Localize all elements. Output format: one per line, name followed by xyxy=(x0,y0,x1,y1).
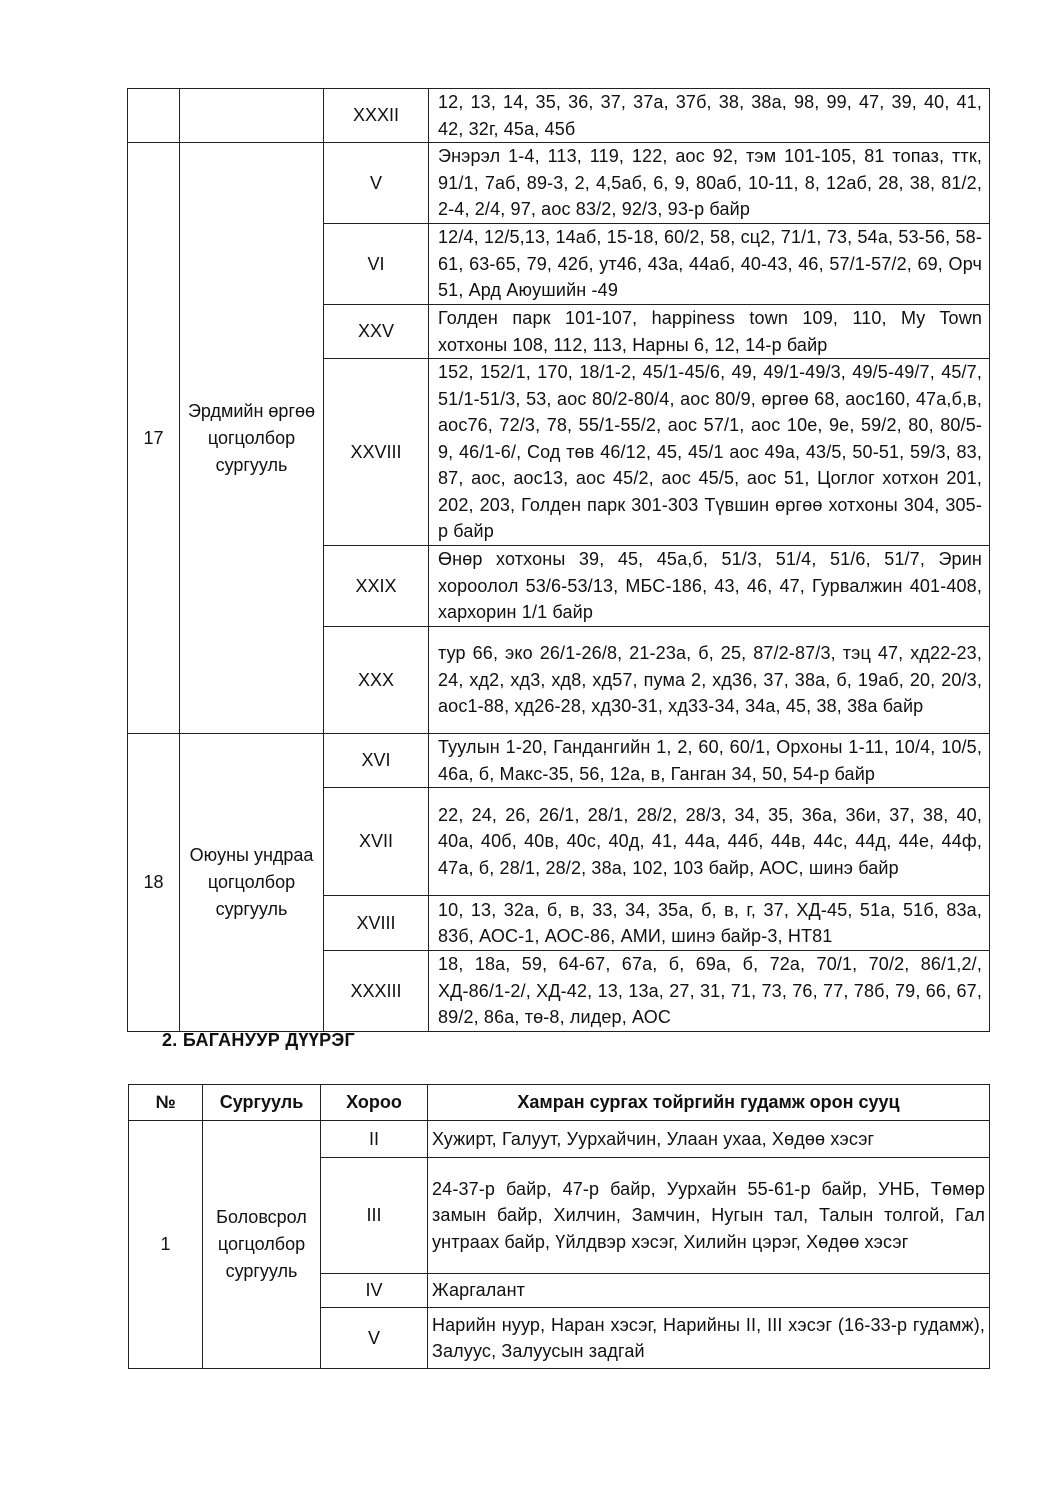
khoroo-cell: V xyxy=(324,143,429,224)
table-row xyxy=(128,734,990,788)
address-cell: Туулын 1-20, Гандангийн 1, 2, 60, 60/1, Орхоны 1-11, 10/4, 10/5, 46а, б, Макс-35, 56, 12а, в, Ганган 34, 50, 54-р байр xyxy=(429,734,990,788)
school-number-cell: 1 xyxy=(129,1121,203,1369)
khoroo-cell: XXX xyxy=(324,627,429,734)
address-cell: Голден парк 101-107, happiness town 109, 110, My Town хотхоны 108, 112, 113, Нарны 6, 12, 14-р байр xyxy=(429,305,990,359)
khoroo-cell: II xyxy=(321,1121,428,1158)
address-cell: 22, 24, 26, 26/1, 28/1, 28/2, 28/3, 34, 35, 36а, 36и, 37, 38, 40, 40а, 40б, 40в, 40с, 40д, 41, 44а, 44б, 44в, 44с, 44д, 44е, 44ф, 47а, б, 28/1, 28/2, 38а, 102, 103 байр, АОС, шинэ байр xyxy=(429,788,990,896)
school-name-cell: Оюуны ундраа цогцолбор сургууль xyxy=(180,734,324,1032)
address-cell: 10, 13, 32а, б, в, 33, 34, 35а, б, в, г, 37, ХД-45, 51а, 51б, 83а, 83б, АОС-1, АОС-86, АМИ, шинэ байр-3, НТ81 xyxy=(429,896,990,951)
district-school-table-continued xyxy=(127,88,990,1032)
address-cell: Энэрэл 1-4, 113, 119, 122, аос 92, тэм 101-105, 81 топаз, ттк, 91/1, 7аб, 89-3, 2, 4,5аб, 6, 9, 80аб, 10-11, 8, 12аб, 28, 38, 81/2, 2-4, 2/4, 97, аос 83/2, 92/3, 93-р байр xyxy=(429,143,990,224)
address-cell: 12, 13, 14, 35, 36, 37, 37а, 37б, 38, 38а, 98, 99, 47, 39, 40, 41, 42, 32г, 45а, 45б xyxy=(429,89,990,143)
address-cell: Жаргалант xyxy=(428,1274,990,1308)
header-school: Сургууль xyxy=(203,1085,321,1121)
khoroo-cell: III xyxy=(321,1158,428,1274)
address-cell: Хужирт, Галуут, Уурхайчин, Улаан ухаа, Хөдөө хэсэг xyxy=(428,1121,990,1158)
school-number-cell: 18 xyxy=(128,734,180,1032)
address-cell: 24-37-р байр, 47-р байр, Уурхайн 55-61-р байр, УНБ, Төмөр замын байр, Хилчин, Замчин, Нугын тал, Талын толгой, Гал унтраах байр, Үйлдвэр хэсэг, Хилийн цэрэг, Хөдөө хэсэг xyxy=(428,1158,990,1274)
khoroo-cell: V xyxy=(321,1308,428,1369)
address-cell: 152, 152/1, 170, 18/1-2, 45/1-45/6, 49, 49/1-49/3, 49/5-49/7, 45/7, 51/1-51/3, 53, аос 80/2-80/4, аос 80/9, өргөө 68, аос160, 47а,б,в, аос76, 72/3, 78, 55/1-55/2, аос 57/1, аос 10е, 9е, 59/2, 80, 80/5-9, 46/1-6/, Сод төв 46/12, 45, 45/1 аос 49а, 43/5, 50-51, 59/3, 83, 87, аос, аос13, аос 45/2, аос 45/5, аос 51, Цоглог хотхон 201, 202, 203, Голден парк 301-303 Түвшин өргөө хотхоны 304, 305-р байр xyxy=(429,359,990,546)
khoroo-cell: XXV xyxy=(324,305,429,359)
header-number: № xyxy=(129,1085,203,1121)
header-addresses: Хамран сургах тойргийн гудамж орон сууц xyxy=(428,1085,990,1121)
table-header-row xyxy=(129,1085,990,1121)
khoroo-cell: XVII xyxy=(324,788,429,896)
khoroo-cell: XXXII xyxy=(324,89,429,143)
school-number-cell: 17 xyxy=(128,143,180,734)
khoroo-cell: VI xyxy=(324,224,429,305)
address-cell: Өнөр хотхоны 39, 45, 45а,б, 51/3, 51/4, 51/6, 51/7, Эрин хороолол 53/6-53/13, МБС-186, 43, 46, 47, Гурвалжин 401-408, хархорин 1/1 байр xyxy=(429,546,990,627)
header-khoroo: Хороо xyxy=(321,1085,428,1121)
address-cell: Нарийн нуур, Наран хэсэг, Нарийны II, III хэсэг (16-33-р гудамж), Залуус, Залуусын задгай xyxy=(428,1308,990,1369)
school-name-cell: Боловсрол цогцолбор сургууль xyxy=(203,1121,321,1369)
table-row xyxy=(128,143,990,224)
khoroo-cell: XXIX xyxy=(324,546,429,627)
khoroo-cell: XVIII xyxy=(324,896,429,951)
school-name-cell xyxy=(180,89,324,143)
khoroo-cell: IV xyxy=(321,1274,428,1308)
school-name-cell: Эрдмийн өргөө цогцолбор сургууль xyxy=(180,143,324,734)
address-cell: 12/4, 12/5,13, 14аб, 15-18, 60/2, 58, сц2, 71/1, 73, 54а, 53-56, 58-61, 63-65, 79, 42б, ут46, 43а, 44аб, 40-43, 46, 57/1-57/2, 69, Орч 51, Ард Аюушийн -49 xyxy=(429,224,990,305)
address-cell: тур 66, эко 26/1-26/8, 21-23а, б, 25, 87/2-87/3, тэц 47, хд22-23, 24, хд2, хд3, хд8, хд57, пума 2, хд36, 37, 38а, б, 19аб, 20, 20/3, аос1-88, хд26-28, хд30-31, хд33-34, 34а, 45, 38, 38а байр xyxy=(429,627,990,734)
khoroo-cell: XVI xyxy=(324,734,429,788)
khoroo-cell: XXVIII xyxy=(324,359,429,546)
school-number-cell xyxy=(128,89,180,143)
address-cell: 18, 18а, 59, 64-67, 67а, б, 69а, б, 72а, 70/1, 70/2, 86/1,2/, ХД-86/1-2/, ХД-42, 13, 13а, 27, 31, 71, 73, 76, 77, 78б, 79, 66, 67, 89/2, 86а, тө-8, лидер, АОС xyxy=(429,951,990,1032)
table-row xyxy=(129,1121,990,1158)
khoroo-cell: XXXIII xyxy=(324,951,429,1032)
baganuur-district-table xyxy=(128,1084,990,1369)
table-row xyxy=(128,89,990,143)
section-heading: 2. БАГАНУУР ДҮҮРЭГ xyxy=(162,1030,355,1050)
